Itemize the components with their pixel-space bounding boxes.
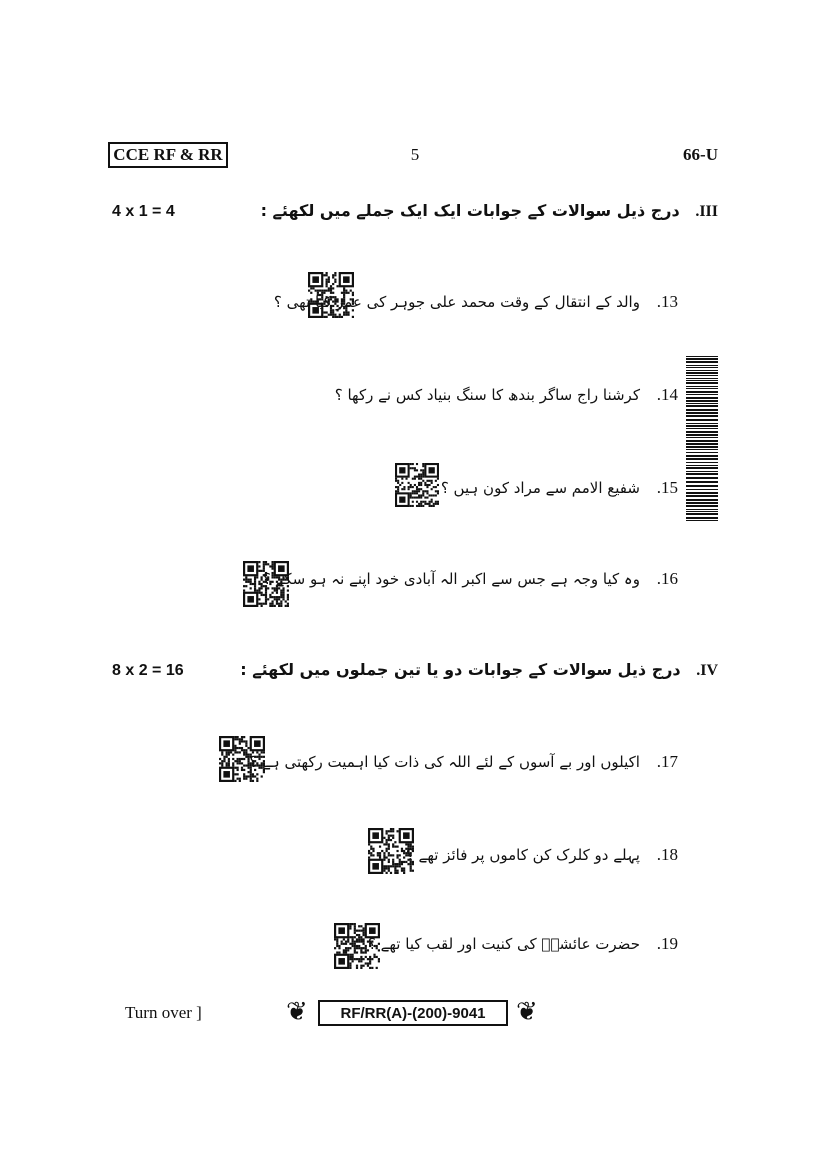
question-number: 17. (656, 752, 678, 771)
question-item (249, 752, 678, 772)
question-text: والد کے انتقال کے وقت محمد علی جوہر کی عمر کیا تھی ؟ (273, 293, 640, 311)
question-text: اکیلوں اور بے آسوں کے لئے اللہ کی ذات کیا اہمیت رکھتی ہے ؟ (249, 753, 640, 771)
barcode-icon (686, 356, 718, 522)
section-instruction: درج ذیل سوالات کے جوابات ایک ایک جملے میں لکھئے : (260, 201, 680, 220)
question-text: شفیع الامم سے مراد کون ہیں ؟ (440, 479, 640, 497)
footer-paper-code: RF/RR(A)-(200)-9041 (318, 1000, 508, 1026)
question-item (368, 934, 678, 954)
question-number: 19. (656, 934, 678, 953)
question-item (263, 569, 678, 589)
floral-ornament-icon: ❦ (286, 997, 308, 1027)
question-text: کرشنا راج ساگر بندھ کا سنگ بنیاد کس نے رکھا ؟ (334, 386, 640, 404)
section-heading (261, 201, 718, 221)
section-number: IV. (696, 662, 718, 679)
question-text: وہ کیا وجہ ہے جس سے اکبر الہ آبادی خود اپنے نہ ہو سکے ؟ (262, 570, 640, 588)
question-text: پہلے دو کلرک کن کاموں پر فائز تھے ؟ (405, 846, 640, 864)
question-number: 14. (656, 385, 678, 404)
page-number: 5 (410, 145, 420, 164)
section-number: III. (695, 203, 718, 220)
qr-code-icon (395, 463, 439, 507)
question-item (274, 292, 678, 312)
section-marks: 4 x 1 = 4 (112, 203, 175, 220)
question-number: 18. (656, 845, 678, 864)
question-item (406, 845, 678, 865)
question-item (335, 385, 678, 405)
turn-over-note: Turn over ] (125, 1003, 202, 1022)
section-marks: 8 x 2 = 16 (112, 662, 184, 679)
question-number: 15. (656, 478, 678, 497)
paper-code: 66-U (683, 145, 718, 164)
header-subject-box: CCE RF & RR (108, 142, 228, 168)
section-heading (240, 660, 718, 680)
floral-ornament-icon: ❦ (516, 997, 538, 1027)
question-text: حضرت عائشہؓ کی کنیت اور لقب کیا تھے ؟ (367, 935, 640, 953)
question-number: 16. (656, 569, 678, 588)
question-number: 13. (656, 292, 678, 311)
section-instruction: درج ذیل سوالات کے جوابات دو یا تین جملوں میں لکھئے : (240, 660, 681, 679)
question-item (441, 478, 678, 498)
